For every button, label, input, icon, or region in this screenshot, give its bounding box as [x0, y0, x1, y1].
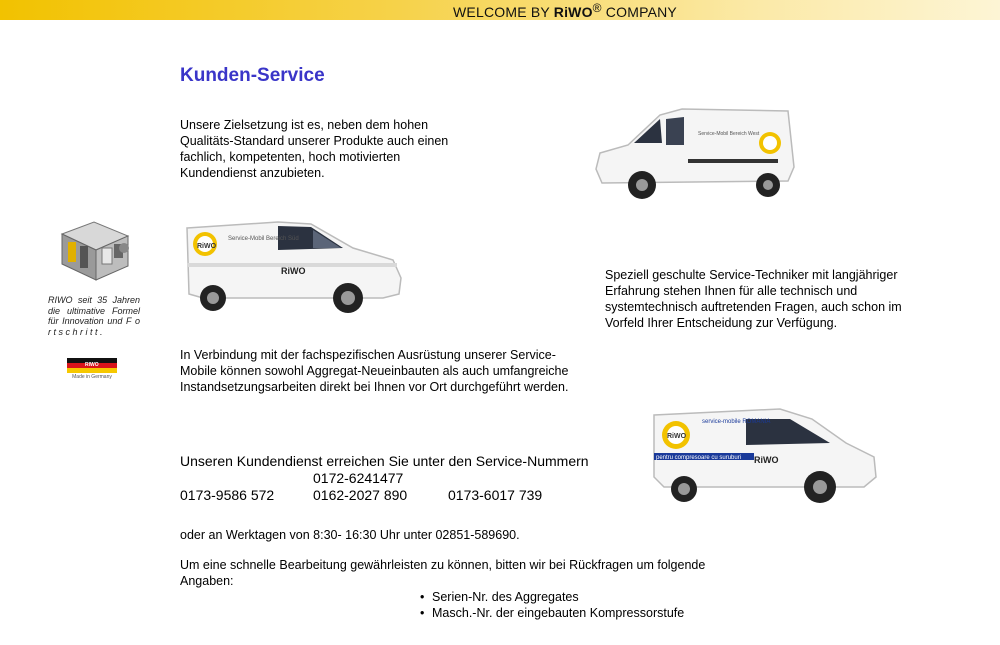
brand-name: RiWO: [553, 4, 593, 20]
svg-text:pentru compresoare cu suruburi: pentru compresoare cu suruburi: [656, 455, 742, 461]
svg-text:RiWO: RiWO: [197, 243, 217, 250]
service-number-3: 0173-6017 739: [448, 487, 543, 503]
svg-text:Service-Mobil Bereich West: Service-Mobil Bereich West: [698, 131, 760, 137]
svg-text:RiWO: RiWO: [754, 455, 779, 465]
list-item-label: Masch.-Nr. der eingebauten Kompressorstufe: [432, 606, 685, 620]
service-van-image: [650, 405, 880, 505]
service-number-1: 0173-9586 572: [180, 487, 275, 503]
page-title: Kunden-Service: [180, 65, 325, 86]
badge-label: Made in Germany: [72, 374, 112, 380]
service-van-image: [592, 105, 798, 205]
technicians-paragraph: Speziell geschulte Service-Techniker mit langjähriger Erfahrung stehen Ihnen für alle technisch und systemtechnisch auftretenden Fragen, auch schon im Vorfeld Ihrer Entscheidung zur Verfügung.: [605, 268, 902, 330]
hours-paragraph: oder an Werktagen von 8:30- 16:30 Uhr unter 02851-589690.: [180, 528, 520, 542]
svg-text:service-mobile ROMANIA: service-mobile ROMANIA: [702, 419, 771, 425]
service-van-image: [183, 218, 405, 318]
welcome-title: [0, 1, 1000, 20]
request-list: [420, 589, 684, 621]
svg-text:RiWO: RiWO: [281, 266, 306, 276]
header-bar: [0, 0, 1000, 20]
registered-mark: ®: [592, 1, 602, 15]
intro-paragraph: Unsere Zielsetzung ist es, neben dem hohen Qualitäts-Standard unserer Produkte auch einen fachlich, kompetenten, hoch motivierten Kundendienst anzubieten.: [180, 118, 449, 180]
list-item: • Serien-Nr. des Aggregates: [420, 590, 579, 604]
request-paragraph: Um eine schnelle Bearbeitung gewährleisten zu können, bitten wir bei Rückfragen um folgende Angaben:: [180, 558, 706, 588]
compressor-unit-image: [52, 218, 136, 288]
service-number-top: 0172-6241477: [313, 470, 404, 486]
service-heading: Unseren Kundendienst erreichen Sie unter den Service-Nummern: [180, 453, 589, 469]
made-in-germany-badge: [67, 358, 117, 382]
welcome-suffix: COMPANY: [601, 4, 677, 20]
sidebar-tagline: RIWO seit 35 Jahren die ultimative Formel für Innovation und F o r t s c h r i t t .: [48, 295, 140, 337]
welcome-prefix: WELCOME BY: [453, 4, 554, 20]
list-item-label: Serien-Nr. des Aggregates: [432, 590, 579, 604]
svg-text:Service-Mobil Bereich Süd: Service-Mobil Bereich Süd: [228, 236, 299, 242]
equipment-paragraph: In Verbindung mit der fachspezifischen Ausrüstung unserer Service-Mobile können sowohl Aggregat-Neueinbauten als auch umfangreiche Instandsetzungsarbeiten direkt bei Ihnen vor Ort durchgeführt werden.: [180, 348, 569, 394]
service-number-2: 0162-2027 890: [313, 487, 408, 503]
badge-brand: RIWO: [85, 362, 99, 368]
list-item: • Masch.-Nr. der eingebauten Kompressorstufe: [420, 606, 685, 620]
svg-text:RiWO: RiWO: [667, 433, 687, 440]
